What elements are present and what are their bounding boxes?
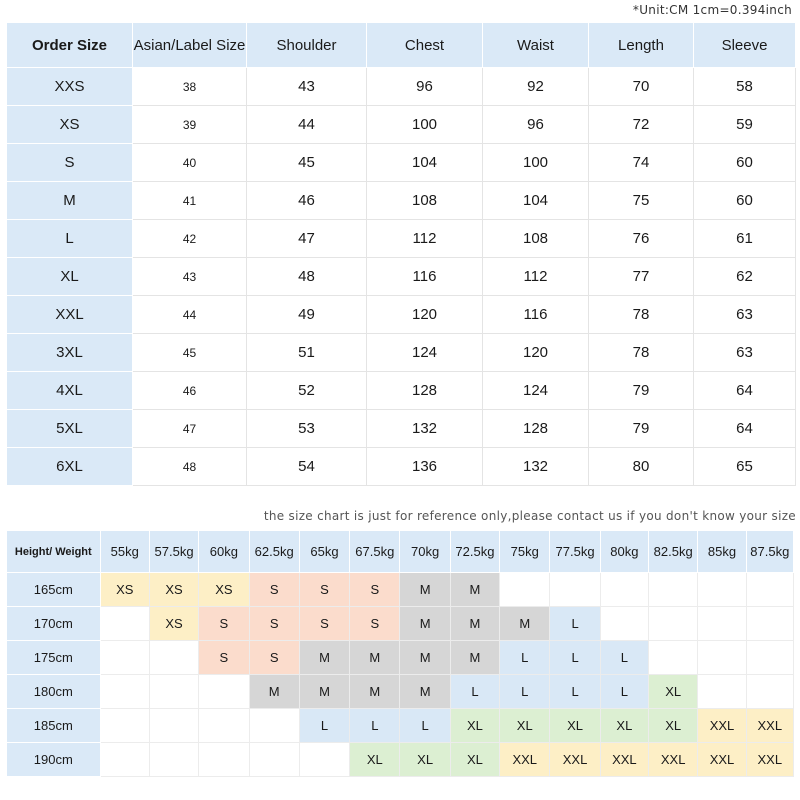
size-value-cell: 104	[483, 182, 589, 220]
size-table-row	[7, 106, 796, 144]
weight-col-header: 80kg	[600, 531, 648, 573]
recommended-size-cell: L	[400, 709, 450, 743]
recommended-size-cell	[249, 709, 299, 743]
size-table-row	[7, 334, 796, 372]
order-size-cell: 5XL	[7, 410, 133, 448]
weight-col-header: 72.5kg	[450, 531, 499, 573]
recommended-size-cell: XL	[550, 709, 600, 743]
size-value-cell: 70	[589, 68, 694, 106]
size-table-body	[7, 68, 796, 486]
height-row-header: 175cm	[7, 641, 101, 675]
recommended-size-cell: L	[500, 641, 550, 675]
size-value-cell: 63	[694, 296, 796, 334]
size-value-cell: 47	[247, 220, 367, 258]
hw-table-row	[7, 675, 794, 709]
recommended-size-cell: XL	[350, 743, 400, 777]
size-value-cell: 132	[483, 448, 589, 486]
size-table-row	[7, 410, 796, 448]
recommended-size-cell	[100, 675, 149, 709]
size-value-cell: 39	[133, 106, 247, 144]
recommended-size-cell	[500, 573, 550, 607]
weight-col-header: 57.5kg	[149, 531, 198, 573]
recommended-size-cell	[698, 641, 746, 675]
recommended-size-cell	[149, 641, 198, 675]
size-value-cell: 46	[133, 372, 247, 410]
recommended-size-cell: M	[400, 573, 450, 607]
height-row-header: 190cm	[7, 743, 101, 777]
size-value-cell: 48	[247, 258, 367, 296]
size-value-cell: 46	[247, 182, 367, 220]
order-size-cell: XL	[7, 258, 133, 296]
recommended-size-cell: M	[400, 675, 450, 709]
size-value-cell: 100	[367, 106, 483, 144]
recommended-size-cell: M	[299, 675, 349, 709]
size-value-cell: 116	[367, 258, 483, 296]
recommended-size-cell	[746, 573, 793, 607]
size-value-cell: 120	[483, 334, 589, 372]
recommended-size-cell	[100, 607, 149, 641]
size-col-header: Chest	[367, 23, 483, 68]
size-col-header: Asian/Label Size	[133, 23, 247, 68]
recommended-size-cell: S	[199, 641, 249, 675]
recommended-size-cell	[550, 573, 600, 607]
recommended-size-cell: M	[400, 607, 450, 641]
size-value-cell: 108	[367, 182, 483, 220]
recommended-size-cell: XL	[450, 743, 499, 777]
order-size-cell: 6XL	[7, 448, 133, 486]
size-value-cell: 52	[247, 372, 367, 410]
recommended-size-cell	[698, 675, 746, 709]
size-value-cell: 64	[694, 410, 796, 448]
size-col-header: Length	[589, 23, 694, 68]
recommended-size-cell	[199, 743, 249, 777]
size-value-cell: 128	[483, 410, 589, 448]
size-value-cell: 51	[247, 334, 367, 372]
weight-col-header: 87.5kg	[746, 531, 793, 573]
hw-table-row	[7, 641, 794, 675]
recommended-size-cell: XS	[149, 607, 198, 641]
size-value-cell: 124	[483, 372, 589, 410]
size-value-cell: 79	[589, 372, 694, 410]
recommended-size-cell: XL	[649, 709, 698, 743]
size-value-cell: 49	[247, 296, 367, 334]
recommended-size-cell	[249, 743, 299, 777]
size-value-cell: 112	[367, 220, 483, 258]
size-value-cell: 44	[247, 106, 367, 144]
size-value-cell: 96	[483, 106, 589, 144]
hw-corner-header: Height/ Weight	[7, 531, 101, 573]
recommended-size-cell: M	[400, 641, 450, 675]
recommended-size-cell: S	[249, 641, 299, 675]
recommended-size-cell: L	[600, 641, 648, 675]
recommended-size-cell: XS	[149, 573, 198, 607]
size-value-cell: 65	[694, 448, 796, 486]
size-table-header-row	[7, 23, 796, 68]
recommended-size-cell	[600, 573, 648, 607]
recommended-size-cell: S	[350, 573, 400, 607]
recommended-size-cell: XXL	[600, 743, 648, 777]
size-col-header: Shoulder	[247, 23, 367, 68]
weight-col-header: 65kg	[299, 531, 349, 573]
size-table-row	[7, 144, 796, 182]
height-row-header: 180cm	[7, 675, 101, 709]
order-size-cell: XS	[7, 106, 133, 144]
recommended-size-cell: L	[350, 709, 400, 743]
recommended-size-cell: XL	[500, 709, 550, 743]
size-value-cell: 136	[367, 448, 483, 486]
order-size-cell: L	[7, 220, 133, 258]
size-value-cell: 75	[589, 182, 694, 220]
recommended-size-cell: L	[500, 675, 550, 709]
recommended-size-cell: M	[350, 675, 400, 709]
order-size-cell: M	[7, 182, 133, 220]
size-value-cell: 116	[483, 296, 589, 334]
recommended-size-cell: XXL	[698, 709, 746, 743]
size-value-cell: 92	[483, 68, 589, 106]
recommended-size-cell: S	[249, 573, 299, 607]
size-value-cell: 64	[694, 372, 796, 410]
recommended-size-cell	[149, 743, 198, 777]
recommended-size-cell: M	[249, 675, 299, 709]
hw-table-row	[7, 709, 794, 743]
recommended-size-cell	[746, 607, 793, 641]
size-table-row	[7, 182, 796, 220]
weight-col-header: 60kg	[199, 531, 249, 573]
recommended-size-cell: XS	[199, 573, 249, 607]
size-col-header: Sleeve	[694, 23, 796, 68]
size-measurement-table	[6, 22, 796, 486]
recommended-size-cell: XL	[450, 709, 499, 743]
size-col-header: Waist	[483, 23, 589, 68]
recommended-size-cell	[698, 573, 746, 607]
recommended-size-cell: XXL	[746, 743, 793, 777]
size-value-cell: 76	[589, 220, 694, 258]
recommended-size-cell	[649, 641, 698, 675]
size-value-cell: 104	[367, 144, 483, 182]
recommended-size-cell	[199, 675, 249, 709]
hw-table-row	[7, 743, 794, 777]
recommended-size-cell: S	[299, 573, 349, 607]
size-value-cell: 58	[694, 68, 796, 106]
size-col-header: Order Size	[7, 23, 133, 68]
size-value-cell: 112	[483, 258, 589, 296]
size-value-cell: 78	[589, 334, 694, 372]
weight-col-header: 67.5kg	[350, 531, 400, 573]
size-table-row	[7, 372, 796, 410]
recommended-size-cell: XS	[100, 573, 149, 607]
recommended-size-cell	[698, 607, 746, 641]
order-size-cell: XXL	[7, 296, 133, 334]
recommended-size-cell	[100, 743, 149, 777]
hw-table-row	[7, 573, 794, 607]
recommended-size-cell: S	[350, 607, 400, 641]
recommended-size-cell: M	[450, 641, 499, 675]
recommended-size-cell: XXL	[500, 743, 550, 777]
recommended-size-cell: XXL	[698, 743, 746, 777]
size-value-cell: 40	[133, 144, 247, 182]
size-value-cell: 41	[133, 182, 247, 220]
hw-table-body	[7, 573, 794, 777]
recommended-size-cell: L	[550, 675, 600, 709]
recommended-size-cell	[299, 743, 349, 777]
height-weight-table	[6, 530, 794, 777]
size-value-cell: 43	[247, 68, 367, 106]
recommended-size-cell	[199, 709, 249, 743]
size-value-cell: 44	[133, 296, 247, 334]
recommended-size-cell: XXL	[746, 709, 793, 743]
size-value-cell: 59	[694, 106, 796, 144]
recommended-size-cell: L	[550, 607, 600, 641]
size-table-row	[7, 448, 796, 486]
recommended-size-cell: L	[299, 709, 349, 743]
size-table-row	[7, 296, 796, 334]
size-value-cell: 53	[247, 410, 367, 448]
weight-col-header: 77.5kg	[550, 531, 600, 573]
recommended-size-cell: XXL	[649, 743, 698, 777]
size-value-cell: 42	[133, 220, 247, 258]
size-value-cell: 74	[589, 144, 694, 182]
recommended-size-cell: XL	[400, 743, 450, 777]
recommended-size-cell: M	[500, 607, 550, 641]
size-table-row	[7, 68, 796, 106]
size-value-cell: 80	[589, 448, 694, 486]
size-table-row	[7, 258, 796, 296]
recommended-size-cell: S	[299, 607, 349, 641]
recommended-size-cell: M	[299, 641, 349, 675]
recommended-size-cell: S	[249, 607, 299, 641]
size-value-cell: 72	[589, 106, 694, 144]
order-size-cell: 4XL	[7, 372, 133, 410]
size-value-cell: 48	[133, 448, 247, 486]
order-size-cell: 3XL	[7, 334, 133, 372]
size-value-cell: 63	[694, 334, 796, 372]
size-value-cell: 100	[483, 144, 589, 182]
recommended-size-cell	[746, 675, 793, 709]
height-row-header: 165cm	[7, 573, 101, 607]
weight-col-header: 55kg	[100, 531, 149, 573]
recommended-size-cell	[100, 641, 149, 675]
recommended-size-cell: S	[199, 607, 249, 641]
recommended-size-cell	[149, 675, 198, 709]
unit-note: *Unit:CM 1cm=0.394inch	[632, 3, 792, 17]
recommended-size-cell: XL	[600, 709, 648, 743]
size-value-cell: 38	[133, 68, 247, 106]
weight-col-header: 62.5kg	[249, 531, 299, 573]
recommended-size-cell	[600, 607, 648, 641]
size-value-cell: 108	[483, 220, 589, 258]
size-value-cell: 60	[694, 144, 796, 182]
weight-col-header: 70kg	[400, 531, 450, 573]
order-size-cell: XXS	[7, 68, 133, 106]
recommended-size-cell: M	[350, 641, 400, 675]
recommended-size-cell	[649, 607, 698, 641]
size-value-cell: 60	[694, 182, 796, 220]
height-row-header: 185cm	[7, 709, 101, 743]
size-value-cell: 79	[589, 410, 694, 448]
weight-col-header: 75kg	[500, 531, 550, 573]
height-row-header: 170cm	[7, 607, 101, 641]
size-value-cell: 120	[367, 296, 483, 334]
size-value-cell: 77	[589, 258, 694, 296]
recommended-size-cell: L	[600, 675, 648, 709]
recommended-size-cell	[149, 709, 198, 743]
size-value-cell: 61	[694, 220, 796, 258]
size-value-cell: 43	[133, 258, 247, 296]
size-value-cell: 124	[367, 334, 483, 372]
size-value-cell: 45	[133, 334, 247, 372]
recommended-size-cell	[746, 641, 793, 675]
size-value-cell: 45	[247, 144, 367, 182]
recommended-size-cell	[100, 709, 149, 743]
order-size-cell: S	[7, 144, 133, 182]
hw-table-row	[7, 607, 794, 641]
weight-col-header: 82.5kg	[649, 531, 698, 573]
size-value-cell: 62	[694, 258, 796, 296]
size-value-cell: 47	[133, 410, 247, 448]
hw-table-header-row	[7, 531, 794, 573]
recommended-size-cell: XXL	[550, 743, 600, 777]
size-value-cell: 78	[589, 296, 694, 334]
size-value-cell: 132	[367, 410, 483, 448]
recommended-size-cell: L	[450, 675, 499, 709]
recommended-size-cell: L	[550, 641, 600, 675]
size-table-row	[7, 220, 796, 258]
size-value-cell: 54	[247, 448, 367, 486]
size-value-cell: 128	[367, 372, 483, 410]
size-value-cell: 96	[367, 68, 483, 106]
recommended-size-cell: M	[450, 607, 499, 641]
recommended-size-cell: XL	[649, 675, 698, 709]
recommended-size-cell: M	[450, 573, 499, 607]
reference-note: the size chart is just for reference only,please contact us if you don't know your size	[263, 509, 796, 523]
recommended-size-cell	[649, 573, 698, 607]
weight-col-header: 85kg	[698, 531, 746, 573]
